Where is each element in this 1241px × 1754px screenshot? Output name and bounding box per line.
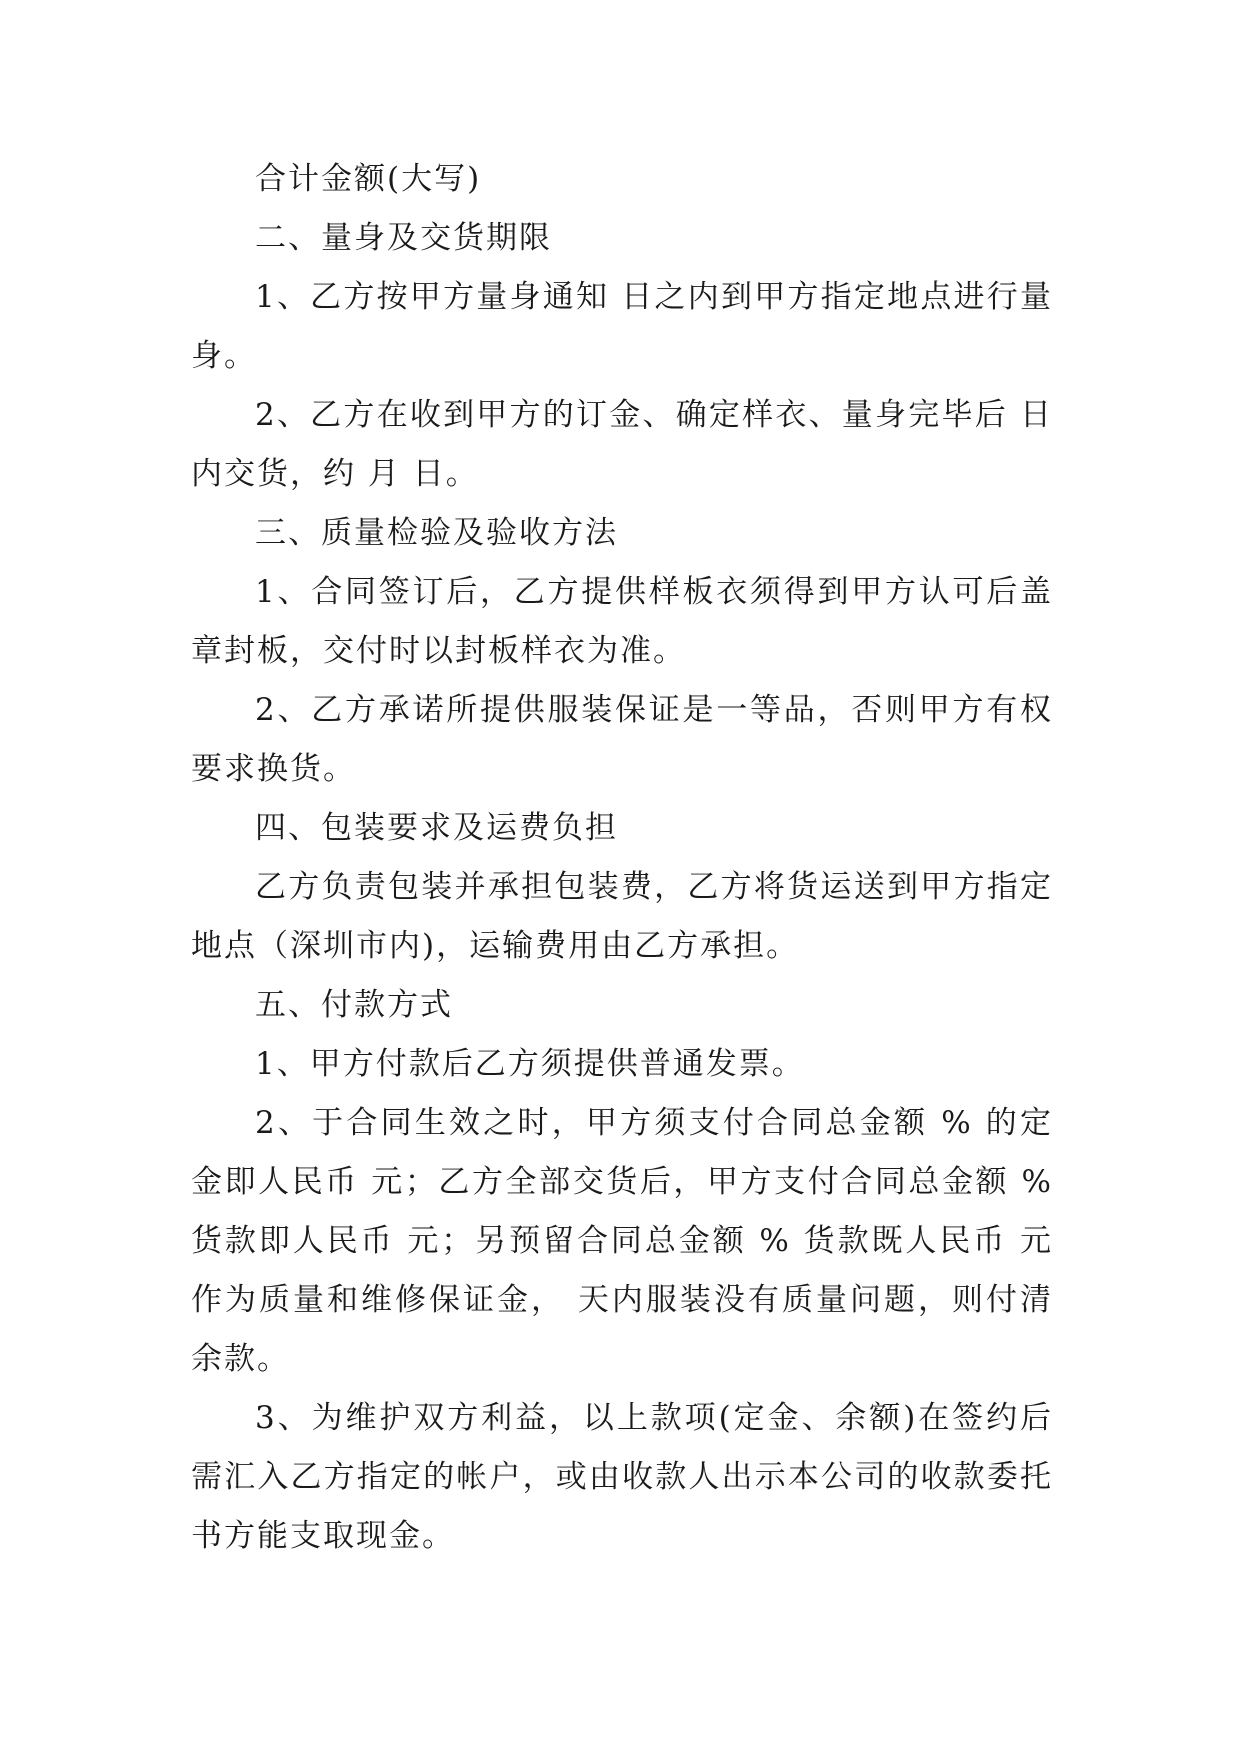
paragraph-payment-schedule: 2、于合同生效之时，甲方须支付合同总金额 % 的定金即人民币 元；乙方全部交货后，甲方支付合同总金额 % 货款即人民币 元；另预留合同总金额 % 货款既人民币 元作为质量和维修保证金， 天内服装没有质量问题，则付清余款。 <box>191 1105 1053 1377</box>
heading-quality-inspection: 三、质量检验及验收方法 <box>255 515 618 551</box>
paragraph-measurement: 1、乙方按甲方量身通知 日之内到甲方指定地点进行量身。 <box>191 279 1053 374</box>
paragraph-invoice: 1、甲方付款后乙方须提供普通发票。 <box>255 1046 805 1082</box>
paragraph-total-amount: 合计金额(大写) <box>255 161 482 197</box>
document-body <box>191 150 1053 1566</box>
paragraph-delivery: 2、乙方在收到甲方的订金、确定样衣、量身完毕后 日内交货，约 月 日。 <box>191 397 1053 492</box>
heading-payment-method: 五、付款方式 <box>255 987 453 1023</box>
paragraph-payment-account: 3、为维护双方利益，以上款项(定金、余额)在签约后需汇入乙方指定的帐户，或由收款人出示本公司的收款委托书方能支取现金。 <box>191 1400 1053 1554</box>
heading-packaging-freight: 四、包装要求及运费负担 <box>255 810 618 846</box>
paragraph-packaging: 乙方负责包装并承担包装费，乙方将货运送到甲方指定地点（深圳市内)，运输费用由乙方承担。 <box>191 869 1053 964</box>
paragraph-sample-approval: 1、合同签订后，乙方提供样板衣须得到甲方认可后盖章封板，交付时以封板样衣为准。 <box>191 574 1053 669</box>
paragraph-quality-guarantee: 2、乙方承诺所提供服装保证是一等品，否则甲方有权要求换货。 <box>191 692 1053 787</box>
heading-measurement-delivery: 二、量身及交货期限 <box>255 220 552 256</box>
